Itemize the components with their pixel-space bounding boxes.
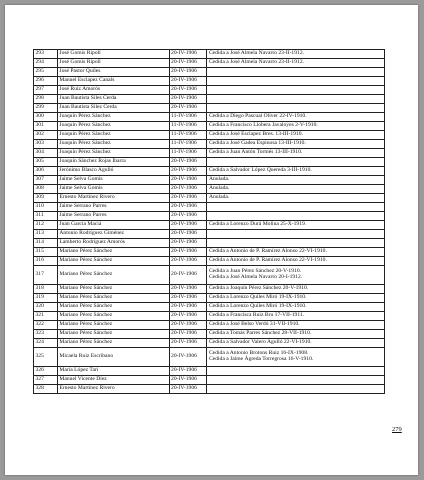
transfer-note-cell xyxy=(207,203,385,212)
transfer-note-cell xyxy=(207,86,385,95)
page-number: 279 xyxy=(392,426,402,433)
transfer-note-line: Cedida a José Almela Navarro 23-II-1912. xyxy=(208,59,305,66)
document-page xyxy=(5,5,418,475)
table-row xyxy=(34,194,385,203)
holder-name-cell: Juan Bautista Siles Cerda xyxy=(57,95,169,104)
table-row xyxy=(34,122,385,131)
transfer-note-cell xyxy=(207,140,385,149)
table-row xyxy=(34,149,385,158)
grant-date-cell: 20-IV-1906 xyxy=(169,294,207,303)
table-row xyxy=(34,266,385,285)
concession-number-cell: 297 xyxy=(34,86,58,95)
grant-date-cell: 11-IV-1906 xyxy=(169,113,207,122)
concession-number-cell: 328 xyxy=(34,385,58,394)
concession-number-cell: 310 xyxy=(34,203,58,212)
grant-date-cell: 20-IV-1906 xyxy=(169,339,207,348)
grant-date-cell: 20-IV-1906 xyxy=(169,230,207,239)
holder-name-cell: José Ruiz Amorós xyxy=(57,86,169,95)
transfer-note-line: Cedida a Juan Pérez Sánchez 20-V-1910. xyxy=(208,268,302,275)
grant-date-cell: 20-IV-1906 xyxy=(169,321,207,330)
transfer-note-cell xyxy=(207,50,385,59)
holder-name-cell: Juan García Maciá xyxy=(57,221,169,230)
concession-number-cell: 325 xyxy=(34,348,58,367)
table-row xyxy=(34,303,385,312)
grant-date-cell: 20-IV-1906 xyxy=(169,312,207,321)
grant-date-cell: 20-IV-1906 xyxy=(169,285,207,294)
transfer-note-cell xyxy=(207,68,385,77)
transfer-note-line: Cedida a Juan Antón Tormés 13-III-1910. xyxy=(208,149,303,156)
table-row xyxy=(34,104,385,113)
grant-date-cell: 20-IV-1906 xyxy=(169,385,207,394)
grant-date-cell: 20-IV-1906 xyxy=(169,221,207,230)
transfer-note-line: Cedida a José Gadea Espinosa 13-III-1910. xyxy=(208,140,306,147)
grant-date-cell: 20-IV-1906 xyxy=(169,212,207,221)
holder-name-cell: Mariano Pérez Sánchez xyxy=(57,303,169,312)
concession-number-cell: 304 xyxy=(34,149,58,158)
transfer-note-line: Cedida a Lorenzo Quiles Miró 19-IX-1910. xyxy=(208,303,307,310)
table-row xyxy=(34,221,385,230)
grant-date-cell: 20-IV-1906 xyxy=(169,330,207,339)
transfer-note-line: Cedida a Joaquín Pérez Sánchez 20-V-1910. xyxy=(208,285,309,292)
holder-name-cell: Mariano Pérez Sánchez xyxy=(57,330,169,339)
holder-name-cell: Mariano Pérez Sánchez xyxy=(57,257,169,266)
concession-number-cell: 321 xyxy=(34,312,58,321)
table-row xyxy=(34,330,385,339)
grant-date-cell: 20-IV-1906 xyxy=(169,59,207,68)
transfer-note-line: Cedida a Francisco Llobera Javaloyes 2-V-1910. xyxy=(208,122,318,129)
holder-name-cell: Jaime Serrano Parres xyxy=(57,212,169,221)
transfer-note-cell xyxy=(207,230,385,239)
table-row xyxy=(34,86,385,95)
holder-name-cell: Manuel Esclapez Canals xyxy=(57,77,169,86)
register-table xyxy=(33,49,385,394)
holder-name-cell: Joaquín Sánchez Rojas Ibarra xyxy=(57,158,169,167)
grant-date-cell: 20-IV-1906 xyxy=(169,167,207,176)
table-row xyxy=(34,59,385,68)
grant-date-cell: 20-IV-1906 xyxy=(169,239,207,248)
transfer-note-cell xyxy=(207,95,385,104)
transfer-note-cell xyxy=(207,294,385,303)
concession-number-cell: 314 xyxy=(34,239,58,248)
holder-name-cell: Mariano Pérez Sánchez xyxy=(57,294,169,303)
concession-number-cell: 307 xyxy=(34,176,58,185)
table-row xyxy=(34,158,385,167)
table-row xyxy=(34,339,385,348)
concession-number-cell: 300 xyxy=(34,113,58,122)
table-row xyxy=(34,68,385,77)
holder-name-cell: Jaime Selva Gomis xyxy=(57,185,169,194)
transfer-note-line: Cedida a José Almela Navarro 20-I-1912. xyxy=(208,274,303,280)
concession-number-cell: 312 xyxy=(34,221,58,230)
concession-number-cell: 318 xyxy=(34,285,58,294)
concession-number-cell: 302 xyxy=(34,131,58,140)
holder-name-cell: Micaela Ruiz Escribano xyxy=(57,348,169,367)
grant-date-cell: 20-IV-1906 xyxy=(169,176,207,185)
grant-date-cell: 20-IV-1906 xyxy=(169,303,207,312)
table-row xyxy=(34,95,385,104)
transfer-note-line: Anulada. xyxy=(208,176,230,183)
transfer-note-cell xyxy=(207,59,385,68)
transfer-note-line: Cedida a Antonio Brotons Ruiz 16-IX-1908. xyxy=(208,350,309,357)
concession-number-cell: 309 xyxy=(34,194,58,203)
table-row xyxy=(34,367,385,376)
transfer-note-cell xyxy=(207,266,385,285)
holder-name-cell: Jerónimo Blasco Agulló xyxy=(57,167,169,176)
transfer-note-line: Cedida a José Esclapez Bres. 13-III-1910. xyxy=(208,131,303,138)
grant-date-cell: 20-IV-1906 xyxy=(169,95,207,104)
concession-number-cell: 303 xyxy=(34,140,58,149)
concession-number-cell: 317 xyxy=(34,266,58,285)
holder-name-cell: Juan Bautista Silez Cerda xyxy=(57,104,169,113)
concession-number-cell: 299 xyxy=(34,104,58,113)
table-row xyxy=(34,230,385,239)
transfer-note-cell xyxy=(207,330,385,339)
transfer-note-cell xyxy=(207,339,385,348)
table-row xyxy=(34,348,385,367)
concession-number-cell: 319 xyxy=(34,294,58,303)
table-row xyxy=(34,212,385,221)
transfer-note-cell xyxy=(207,212,385,221)
holder-name-cell: Mariano Pérez Sánchez xyxy=(57,266,169,285)
concession-number-cell: 295 xyxy=(34,68,58,77)
concession-number-cell: 326 xyxy=(34,367,58,376)
holder-name-cell: Ernesto Martínez Rivero xyxy=(57,194,169,203)
register-table-body xyxy=(34,50,385,394)
grant-date-cell: 20-IV-1906 xyxy=(169,257,207,266)
concession-number-cell: 306 xyxy=(34,167,58,176)
concession-number-cell: 316 xyxy=(34,257,58,266)
table-row xyxy=(34,248,385,257)
concession-number-cell: 315 xyxy=(34,248,58,257)
transfer-note-cell xyxy=(207,303,385,312)
holder-name-cell: Joaquín Pérez Sánchez xyxy=(57,131,169,140)
transfer-note-cell xyxy=(207,113,385,122)
holder-name-cell: Joaquín Pérez Sánchez xyxy=(57,113,169,122)
grant-date-cell: 20-IV-1906 xyxy=(169,248,207,257)
concession-number-cell: 320 xyxy=(34,303,58,312)
transfer-note-cell xyxy=(207,221,385,230)
table-row xyxy=(34,257,385,266)
concession-number-cell: 327 xyxy=(34,376,58,385)
table-row xyxy=(34,376,385,385)
concession-number-cell: 296 xyxy=(34,77,58,86)
holder-name-cell: Joaquín Pérez Sánchez xyxy=(57,149,169,158)
transfer-note-cell xyxy=(207,312,385,321)
table-row xyxy=(34,113,385,122)
transfer-note-cell xyxy=(207,376,385,385)
concession-number-cell: 323 xyxy=(34,330,58,339)
transfer-note-cell xyxy=(207,185,385,194)
transfer-note-cell xyxy=(207,158,385,167)
transfer-note-cell xyxy=(207,285,385,294)
transfer-note-line: Cedida a José Belso Verdú 31-VII-1910. xyxy=(208,321,300,328)
transfer-note-cell xyxy=(207,239,385,248)
grant-date-cell: 20-IV-1906 xyxy=(169,367,207,376)
grant-date-cell: 11-IV-1906 xyxy=(169,149,207,158)
grant-date-cell: 20-IV-1906 xyxy=(169,348,207,367)
transfer-note-cell xyxy=(207,167,385,176)
transfer-note-cell xyxy=(207,149,385,158)
transfer-note-cell xyxy=(207,176,385,185)
transfer-note-cell xyxy=(207,131,385,140)
transfer-note-line: Cedida a Lorenzo Quiles Miró 19-IX-1910. xyxy=(208,294,307,301)
table-row xyxy=(34,285,385,294)
table-row xyxy=(34,203,385,212)
transfer-note-line: Cedida a Salvador López Quereda 3-III-1910. xyxy=(208,167,312,174)
grant-date-cell: 20-IV-1906 xyxy=(169,77,207,86)
concession-number-cell: 313 xyxy=(34,230,58,239)
grant-date-cell: 20-IV-1906 xyxy=(169,376,207,385)
transfer-note-line: Cedida a Antonio de P. Ramírez Alonso 22-VI-1910. xyxy=(208,257,327,264)
grant-date-cell: 20-IV-1906 xyxy=(169,194,207,203)
grant-date-cell: 11-IV-1906 xyxy=(169,131,207,140)
transfer-note-cell xyxy=(207,122,385,131)
transfer-note-cell xyxy=(207,348,385,367)
concession-number-cell: 301 xyxy=(34,122,58,131)
transfer-note-line: Cedida a Diego Pascual Oliver 22-IV-1910. xyxy=(208,113,307,120)
holder-name-cell: José Pastor Quiles xyxy=(57,68,169,77)
table-row xyxy=(34,50,385,59)
grant-date-cell: 11-IV-1906 xyxy=(169,140,207,149)
transfer-note-line: Cedida a Antonio de P. Ramírez Alonso 22-VI-1910. xyxy=(208,248,327,255)
grant-date-cell: 20-IV-1906 xyxy=(169,86,207,95)
transfer-note-line: Cedida a Tomás Parres Sánchez 28-VII-1910. xyxy=(208,330,312,337)
transfer-note-cell xyxy=(207,77,385,86)
holder-name-cell: Mariano Pérez Sánchez xyxy=(57,285,169,294)
transfer-note-cell xyxy=(207,385,385,394)
holder-name-cell: Jaime Selva Gomis xyxy=(57,176,169,185)
table-row xyxy=(34,131,385,140)
holder-name-cell: Jaime Serrano Parres xyxy=(57,203,169,212)
transfer-note-line: Anulada. xyxy=(208,194,230,201)
transfer-note-line: Cedida a Francisca Ruiz Bru 17-VII-1911. xyxy=(208,312,305,319)
table-row xyxy=(34,321,385,330)
table-row xyxy=(34,385,385,394)
transfer-note-cell xyxy=(207,367,385,376)
concession-number-cell: 294 xyxy=(34,59,58,68)
grant-date-cell: 20-IV-1906 xyxy=(169,158,207,167)
table-row xyxy=(34,167,385,176)
transfer-note-line: Anulada. xyxy=(208,185,230,192)
transfer-note-line: Cedida a Salvador Valero Agulló 22-VI-1910. xyxy=(208,339,312,346)
holder-name-cell: Antonio Rodríguez Giménez xyxy=(57,230,169,239)
concession-number-cell: 305 xyxy=(34,158,58,167)
transfer-note-line: Cedida a Lorenzo Durá Molina 25-X-1919. xyxy=(208,221,307,228)
table-row xyxy=(34,312,385,321)
transfer-note-cell xyxy=(207,248,385,257)
grant-date-cell: 20-IV-1906 xyxy=(169,185,207,194)
holder-name-cell: Mariano Pérez Sánchez xyxy=(57,339,169,348)
table-row xyxy=(34,77,385,86)
concession-number-cell: 308 xyxy=(34,185,58,194)
transfer-note-cell xyxy=(207,257,385,266)
holder-name-cell: Joaquín Pérez Sánchez xyxy=(57,140,169,149)
table-row xyxy=(34,239,385,248)
concession-number-cell: 293 xyxy=(34,50,58,59)
holder-name-cell: Ernesto Martínez Rivero xyxy=(57,385,169,394)
table-row xyxy=(34,176,385,185)
grant-date-cell: 20-IV-1906 xyxy=(169,266,207,285)
holder-name-cell: José Gomis Ripoll xyxy=(57,50,169,59)
holder-name-cell: Joaquín Pérez Sánchez xyxy=(57,122,169,131)
transfer-note-line: Cedida a Jaime Ágreda Torregrosa 16-V-1910. xyxy=(208,356,314,362)
grant-date-cell: 20-IV-1906 xyxy=(169,104,207,113)
grant-date-cell: 20-IV-1906 xyxy=(169,203,207,212)
table-row xyxy=(34,294,385,303)
transfer-note-cell xyxy=(207,104,385,113)
table-row xyxy=(34,185,385,194)
table-row xyxy=(34,140,385,149)
concession-number-cell: 322 xyxy=(34,321,58,330)
holder-name-cell: José Gomis Ripoll xyxy=(57,59,169,68)
grant-date-cell: 20-IV-1906 xyxy=(169,50,207,59)
concession-number-cell: 298 xyxy=(34,95,58,104)
holder-name-cell: Mariano Pérez Sánchez xyxy=(57,321,169,330)
concession-number-cell: 311 xyxy=(34,212,58,221)
holder-name-cell: Lamberto Rodríguez Amorós xyxy=(57,239,169,248)
transfer-note-cell xyxy=(207,194,385,203)
concession-number-cell: 324 xyxy=(34,339,58,348)
grant-date-cell: 11-IV-1906 xyxy=(169,122,207,131)
holder-name-cell: María López Tari xyxy=(57,367,169,376)
grant-date-cell: 20-IV-1906 xyxy=(169,68,207,77)
holder-name-cell: Mariano Pérez Sánchez xyxy=(57,248,169,257)
holder-name-cell: Mariano Pérez Sánchez xyxy=(57,312,169,321)
transfer-note-cell xyxy=(207,321,385,330)
holder-name-cell: Manuel Vicente Díez xyxy=(57,376,169,385)
transfer-note-line: Cedida a José Almela Navarro 23-II-1912. xyxy=(208,50,305,57)
